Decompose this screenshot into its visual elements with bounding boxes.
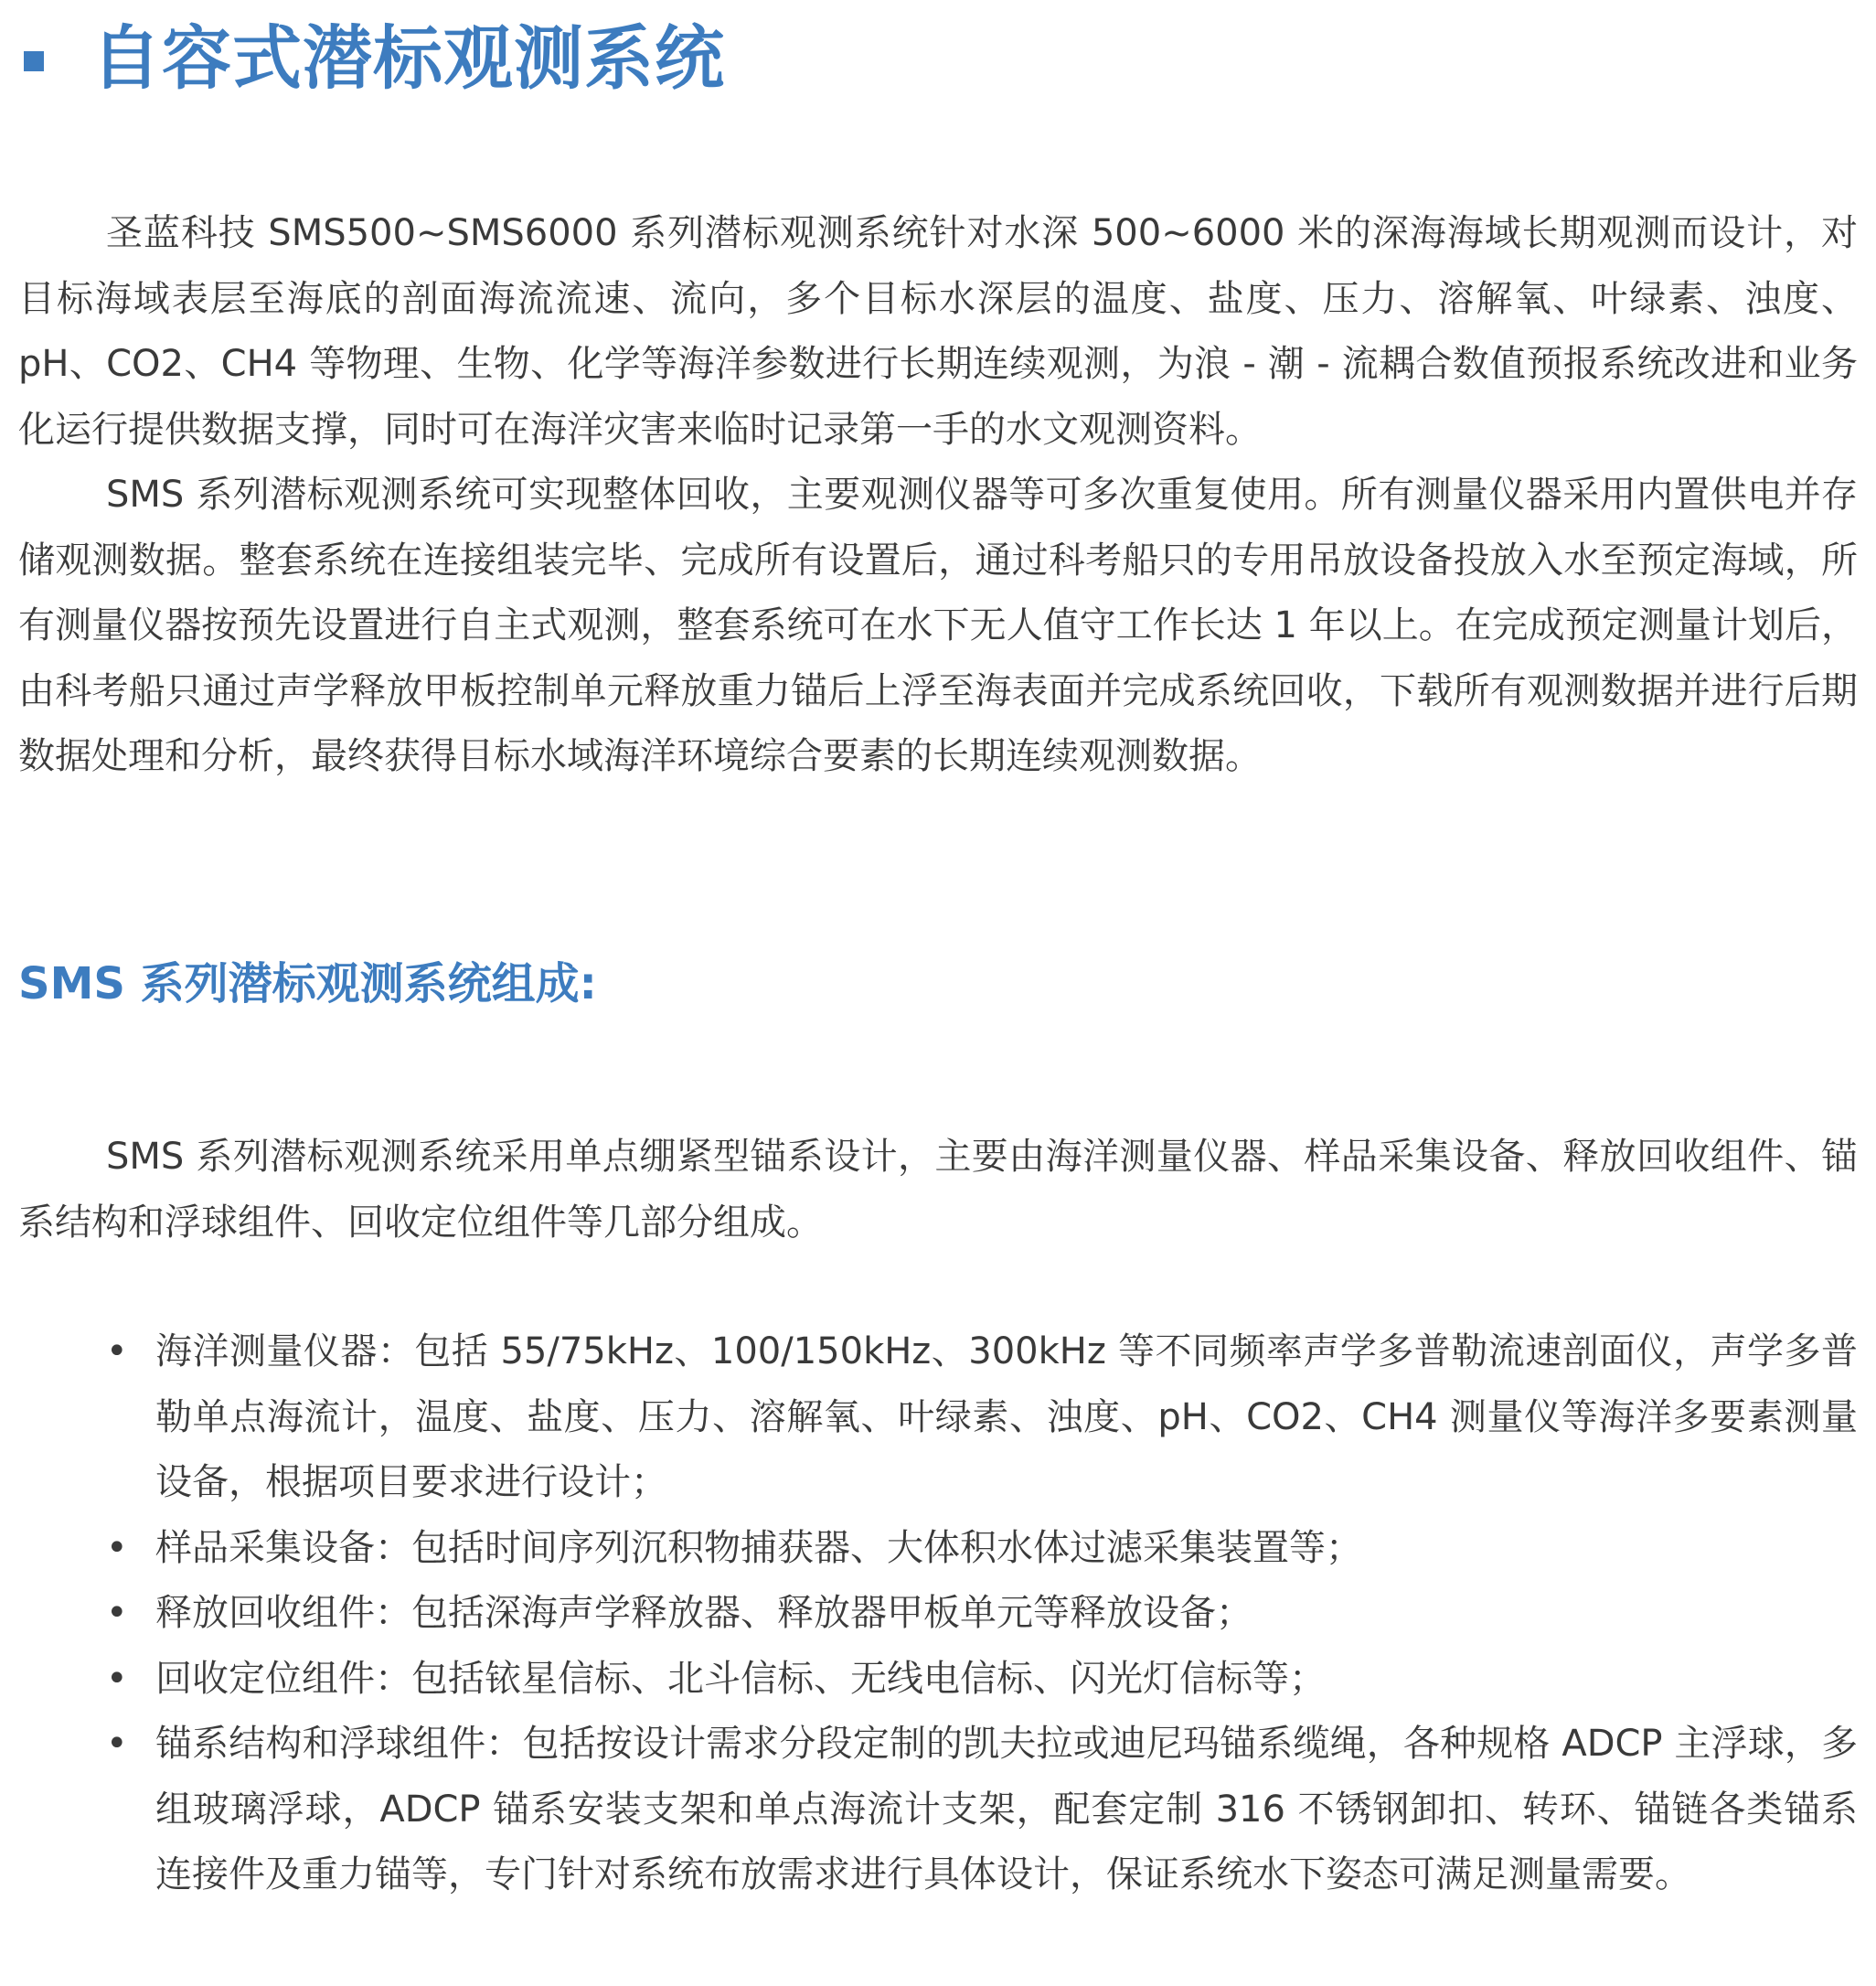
list-item [101,1516,1858,1582]
list-item-text: 锚系结构和浮球组件：包括按设计需求分段定制的凯夫拉或迪尼玛锚系缆绳，各种规格 ADCP 主浮球，多组玻璃浮球，ADCP 锚系安装支架和单点海流计支架，配套定制 316 不锈钢卸扣、转环、锚链各类锚系连接件及重力锚等，专门针对系统布放需求进行具体设计，保证系统水下姿态可满足测量需要。 [155,1723,1858,1895]
intro-paragraph: SMS 系列潜标观测系统可实现整体回收，主要观测仪器等可多次重复使用。所有测量仪器采用内置供电并存储观测数据。整套系统在连接组装完毕、完成所有设置后，通过科考船只的专用吊放设备投放入水至预定海域，所有测量仪器按预先设置进行自主式观测，整套系统可在水下无人值守工作长达 1 年以上。在完成预定测量计划后，由科考船只通过声学释放甲板控制单元释放重力锚后上浮至海表面并完成系统回收，下载所有观测数据并进行后期数据处理和分析，最终获得目标水域海洋环境综合要素的长期连续观测数据。 [18,474,1858,777]
list-item-text: 海洋测量仪器：包括 55/75kHz、100/150kHz、300kHz 等不同频率声学多普勒流速剖面仪，声学多普勒单点海流计，温度、盐度、压力、溶解氧、叶绿素、浊度、pH、CO2、CH4 测量仪等海洋多要素测量设备，根据项目要求进行设计； [155,1330,1858,1503]
bullet-icon: • [106,1330,128,1372]
title-square-marker-icon [24,51,44,71]
section-heading: SMS 系列潜标观测系统组成: [18,958,597,1009]
list-item-text: 样品采集设备：包括时间序列沉积物捕获器、大体积水体过滤采集装置等； [155,1526,1362,1569]
list-item [101,1319,1858,1516]
composition-paragraph: SMS 系列潜标观测系统采用单点绷紧型锚系设计，主要由海洋测量仪器、样品采集设备、释放回收组件、锚系结构和浮球组件、回收定位组件等几部分组成。 [18,1136,1858,1244]
composition-section [18,1125,1858,1255]
page-title [24,13,725,104]
list-item [101,1647,1858,1713]
page-title-text: 自容式潜标观测系统 [91,17,725,99]
list-item-text: 释放回收组件：包括深海声学释放器、释放器甲板单元等释放设备； [155,1592,1252,1634]
list-item-text: 回收定位组件：包括铱星信标、北斗信标、无线电信标、闪光灯信标等； [155,1657,1326,1700]
intro-paragraph: 圣蓝科技 SMS500~SMS6000 系列潜标观测系统针对水深 500~6000 米的深海海域长期观测而设计，对目标海域表层至海底的剖面海流流速、流向，多个目标水深层的温度、盐度、压力、溶解氧、叶绿素、浊度、pH、CO2、CH4 等物理、生物、化学等海洋参数进行长期连续观测，为浪 - 潮 - 流耦合数值预报系统改进和业务化运行提供数据支撑，同时可在海洋灾害来临时记录第一手的水文观测资料。 [18,212,1858,451]
list-item [101,1581,1858,1647]
bullet-icon: • [106,1723,128,1765]
component-list [101,1319,1858,1908]
bullet-icon: • [106,1526,128,1569]
intro-section [18,201,1858,790]
list-item [101,1712,1858,1908]
bullet-icon: • [106,1592,128,1634]
bullet-icon: • [106,1657,128,1700]
